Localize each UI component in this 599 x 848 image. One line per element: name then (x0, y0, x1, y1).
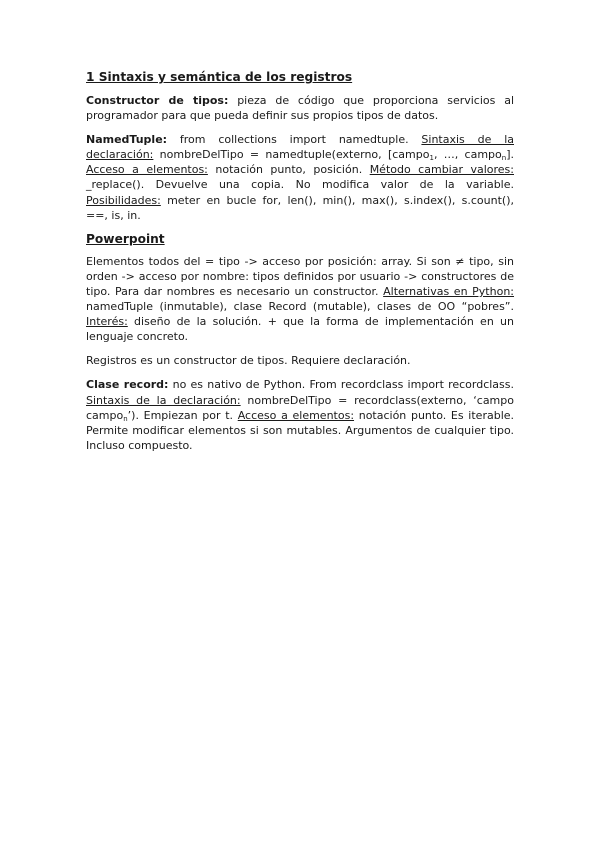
term-namedtuple: NamedTuple: (86, 133, 168, 147)
text-fragment: _replace(). Devuelve una copia. No modifica valor de la variable. (86, 178, 514, 192)
text-fragment: notación punto. Es iterable. Permite modificar elementos si son mutables. Argumentos de cualquier tipo. Incluso compuesto. (86, 408, 515, 452)
paragraph-registros: Registros es un constructor de tipos. Requiere declaración. (86, 354, 411, 368)
text-constructor-tipos: pieza de código que proporciona servicios al programador para que pueda definir sus propios tipos de datos. (86, 94, 514, 123)
text-fragment: meter en bucle for, len(), min(), max(), s.index(), s.count(), ==, is, in. (86, 193, 514, 222)
text-fragment: namedTuple (inmutable), clase Record (mutable), clases de OO “pobres”. (86, 300, 514, 314)
paragraph-elementos (86, 254, 514, 345)
subscript: 1 (429, 154, 434, 163)
label-sintaxis-declaracion: Sintaxis de la declaración: (86, 133, 514, 162)
subscript: n (501, 154, 507, 163)
subscript: n (123, 414, 128, 423)
section-title-powerpoint: Powerpoint (86, 231, 165, 246)
paragraph-namedtuple (86, 132, 514, 223)
text-fragment: nombreDelTipo = namedtuple(externo, [campo (153, 148, 430, 162)
text-fragment: nombreDelTipo = recordclass(externo, ‘campo campo (86, 393, 514, 422)
text-fragment: no es nativo de Python. From recordclass import recordclass. (168, 378, 515, 392)
text-fragment: ’). Empiezan por t. (127, 408, 238, 422)
label-metodo-cambiar-valores: Método cambiar valores: (369, 163, 514, 177)
section-title-registros: 1 Sintaxis y semántica de los registros (86, 70, 353, 84)
text-fragment: diseño de la solución. + que la forma de implementación en un lenguaje concreto. (86, 315, 514, 344)
label-sintaxis-declaracion: Sintaxis de la declaración: (86, 393, 241, 407)
label-alternativas-python: Alternativas en Python: (383, 284, 515, 298)
paragraph-clase-record (86, 377, 514, 452)
text-fragment: notación punto, posición. (207, 163, 370, 177)
text-fragment: , …, campo (433, 148, 502, 162)
term-constructor-tipos: Constructor de tipos: (86, 94, 229, 107)
label-posibilidades: Posibilidades: (86, 193, 161, 207)
text-fragment: ]. (506, 148, 514, 162)
text-fragment: Elementos todos del = tipo -> acceso por posición: array. Si son ≠ tipo, sin orden -> acceso por nombre: tipos definidos por usuario -> constructores de tipo. Para dar nombres es necesario un constructor. (86, 254, 514, 298)
label-interes: Interés: (86, 315, 128, 329)
text-fragment: from collections import namedtuple. (167, 133, 422, 147)
paragraph-constructor-tipos (86, 93, 514, 123)
label-acceso-elementos: Acceso a elementos: (237, 408, 355, 422)
term-clase-record: Clase record: (86, 378, 169, 392)
label-acceso-elementos: Acceso a elementos: (86, 163, 208, 177)
document-page (86, 70, 514, 462)
